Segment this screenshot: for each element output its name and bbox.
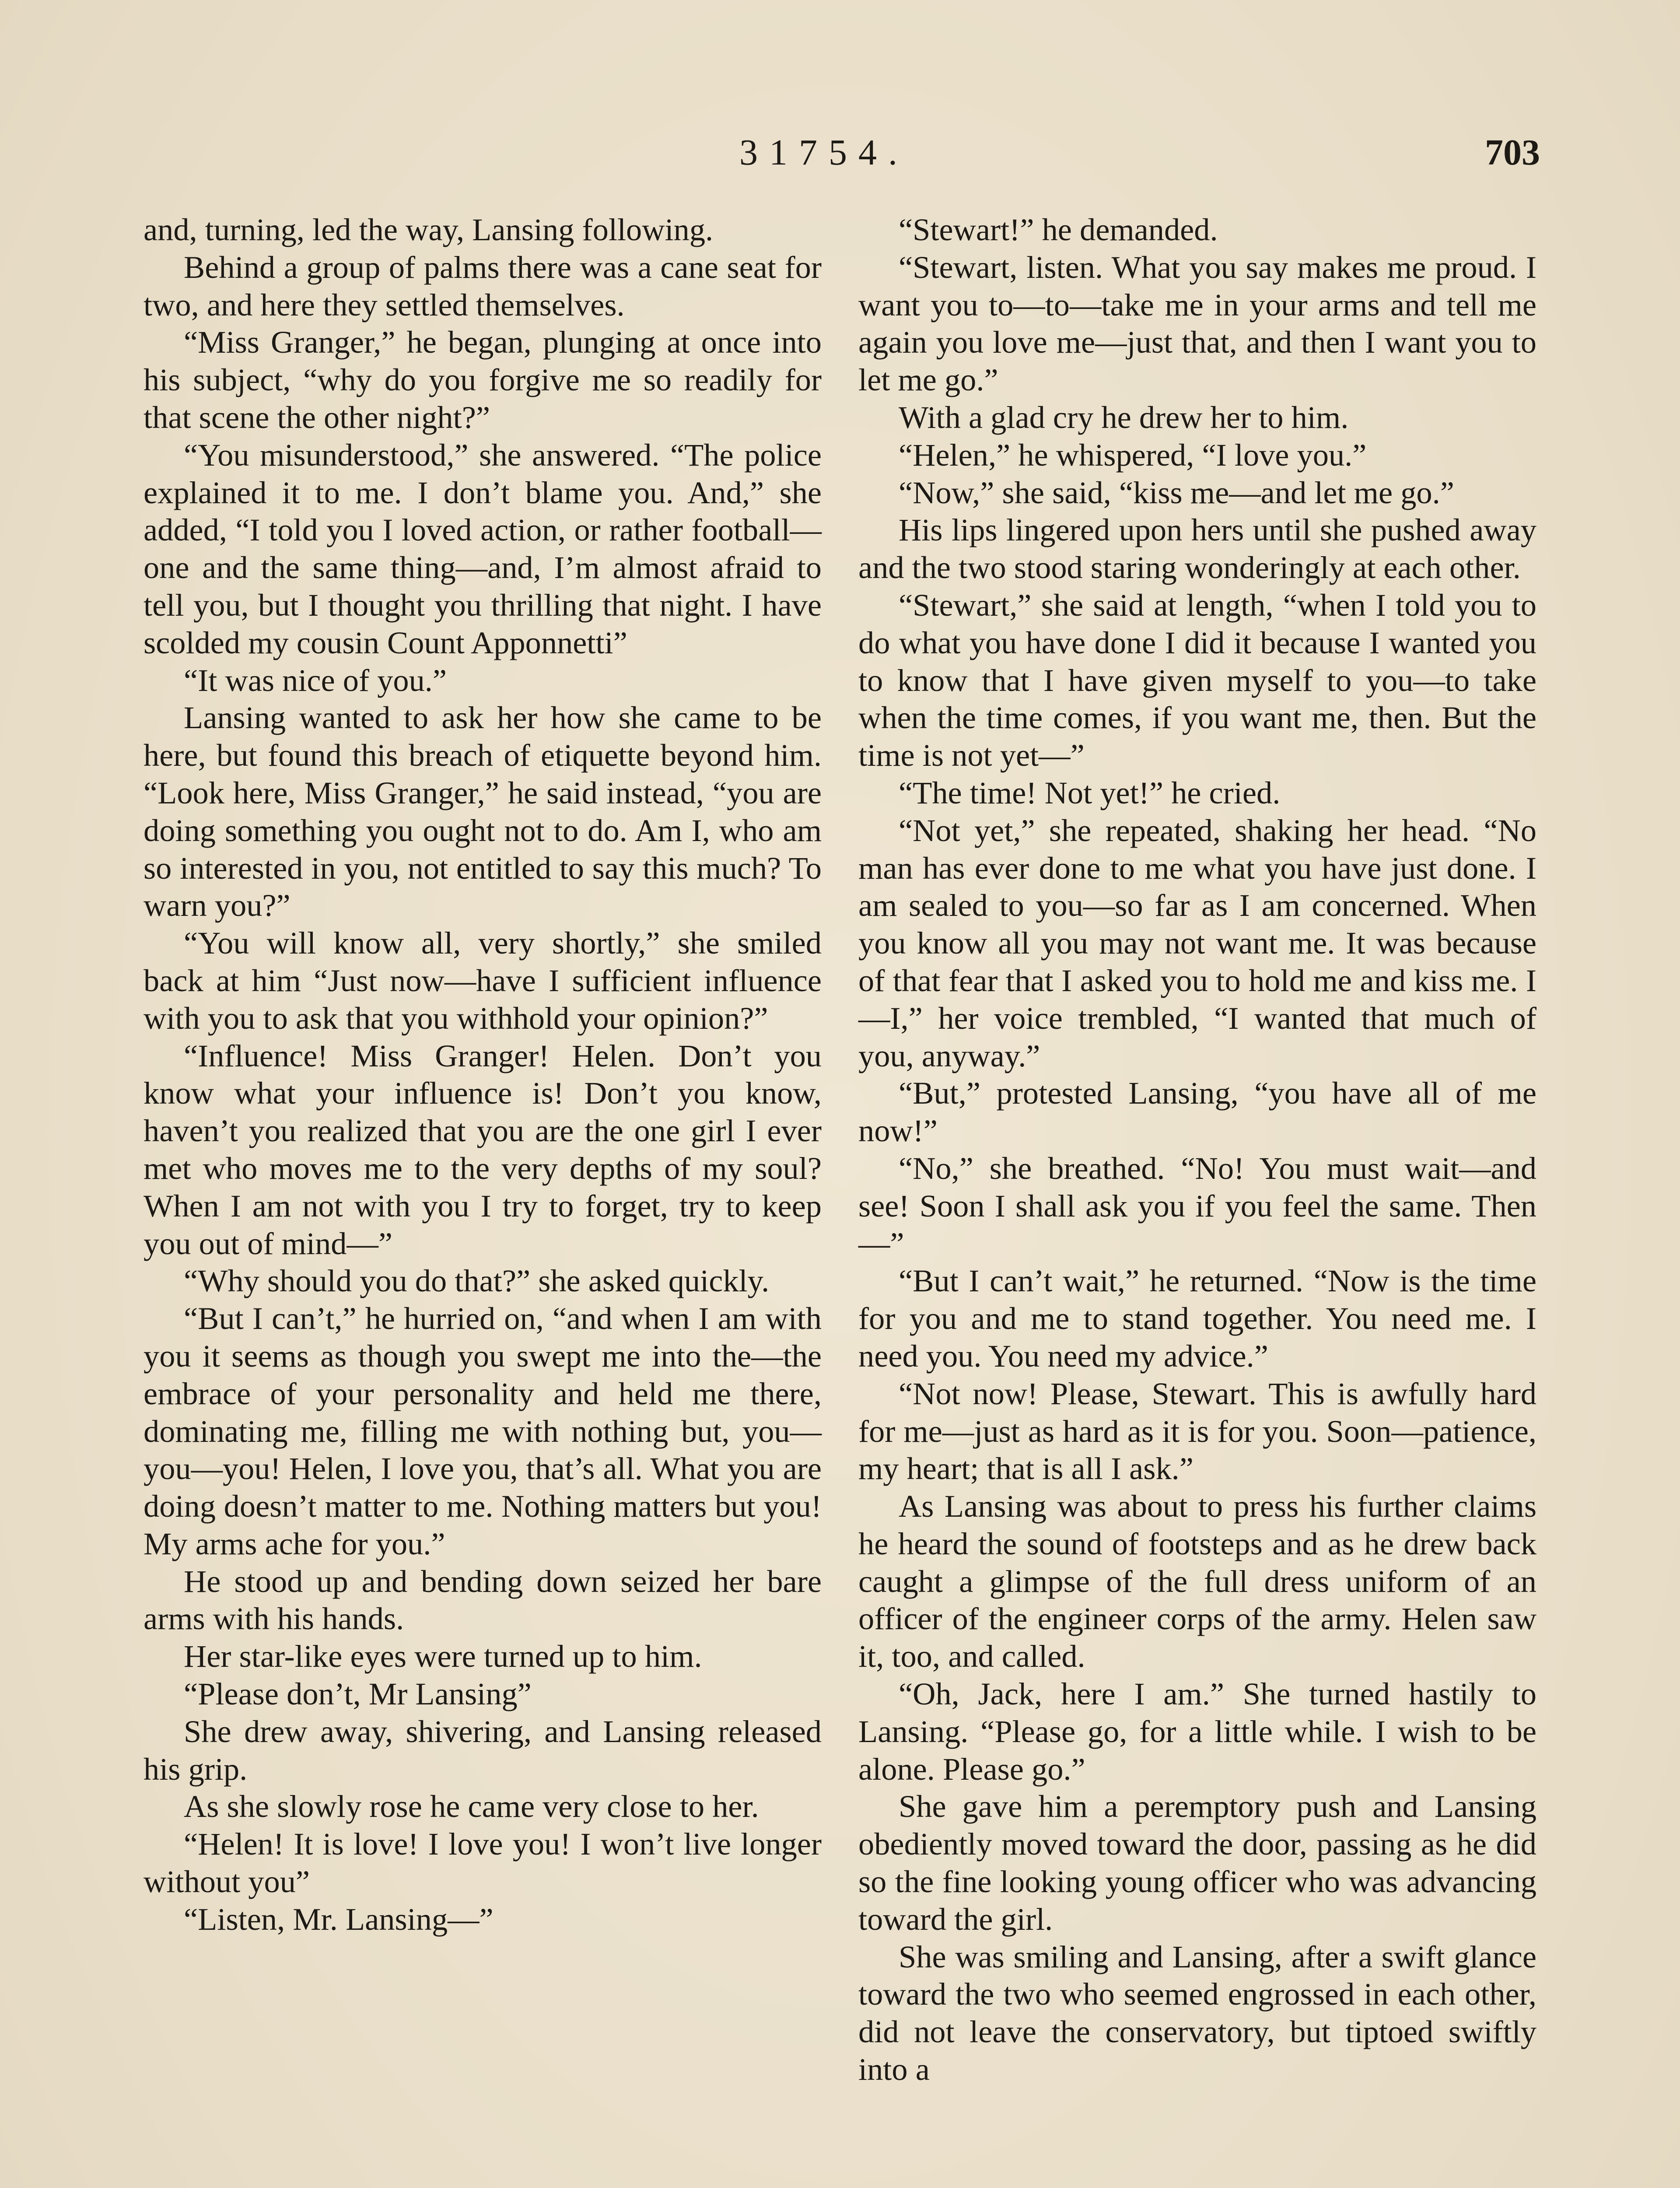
paragraph: “Please don’t, Mr Lansing”	[184, 1676, 532, 1712]
paragraph: He stood up and bending down seized her bare arms with his hands.	[144, 1563, 822, 1637]
paragraph: “Not now! Please, Stewart. This is awfully hard for me—just as hard as it is for you. Soon—patience, my heart; that is all I ask.”	[858, 1375, 1536, 1487]
paragraph: “Oh, Jack, here I am.” She turned hastily to Lansing. “Please go, for a little while. I wish to be alone. Please go.”	[858, 1676, 1536, 1787]
left-column	[144, 211, 822, 1938]
paragraph: Her star-like eyes were turned up to him.	[184, 1638, 702, 1674]
paragraph: “You will know all, very shortly,” she smiled back at him “Just now—have I sufficient influence with you to ask that you withhold your opinion?”	[144, 925, 822, 1036]
paragraph: His lips lingered upon hers until she pushed away and the two stood staring wonderingly at each other.	[858, 512, 1536, 586]
paragraph: “Influence! Miss Granger! Helen. Don’t you know what your influence is! Don’t you know, haven’t you realized that you are the one girl I ever met who moves me to the very depths of my soul? When I am not with you I try to forget, try to keep you out of mind—”	[144, 1038, 822, 1261]
paragraph: “But,” protested Lansing, “you have all of me now!”	[858, 1075, 1536, 1149]
paragraph: She was smiling and Lansing, after a swift glance toward the two who seemed engrossed in each other, did not leave the conservatory, but tiptoed swiftly into a	[858, 1939, 1536, 2087]
paragraph: “Helen,” he whispered, “I love you.”	[899, 437, 1367, 473]
paragraph: “Why should you do that?” she asked quickly.	[184, 1263, 770, 1299]
paragraph: and, turning, led the way, Lansing following.	[144, 212, 714, 247]
paragraph: “Listen, Mr. Lansing—”	[184, 1901, 494, 1937]
paragraph: “Not yet,” she repeated, shaking her head. “No man has ever done to me what you have just done. I am sealed to you—so far as I am concerned. When you know all you may not want me. It was because of that fear that I asked you to hold me and kiss me. I—I,” her voice trembled, “I wanted that much of you, anyway.”	[858, 812, 1536, 1073]
paragraph: “Stewart, listen. What you say makes me proud. I want you to—to—take me in your arms and tell me again you love me—just that, and then I want you to let me go.”	[858, 249, 1536, 398]
right-column	[858, 211, 1536, 2088]
paragraph: “The time! Not yet!” he cried.	[899, 775, 1281, 810]
paragraph: She drew away, shivering, and Lansing released his grip.	[144, 1713, 822, 1787]
paragraph: She gave him a peremptory push and Lansing obediently moved toward the door, passing as he did so the fine looking young officer who was advancing toward the girl.	[858, 1788, 1536, 1937]
paragraph: As she slowly rose he came very close to her.	[184, 1788, 759, 1824]
paragraph: “Now,” she said, “kiss me—and let me go.”	[899, 474, 1454, 510]
paragraph: “Miss Granger,” he began, plunging at once into his subject, “why do you forgive me so readily for that scene the other night?”	[144, 324, 822, 435]
paragraph: “No,” she breathed. “No! You must wait—and see! Soon I shall ask you if you feel the same. Then—”	[858, 1150, 1536, 1261]
paragraph: With a glad cry he drew her to him.	[899, 399, 1349, 435]
paragraph: As Lansing was about to press his further claims he heard the sound of footsteps and as he drew back caught a glimpse of the full dress uniform of an officer of the engineer corps of the army. Helen saw it, too, and called.	[858, 1488, 1536, 1674]
page-number: 703	[1485, 132, 1540, 173]
paragraph: “You misunderstood,” she answered. “The police explained it to me. I don’t blame you. And,” she added, “I told you I loved action, or rather football—one and the same thing—and, I’m almost afraid to tell you, but I thought you thrilling that night. I have scolded my cousin Count Apponnetti”	[144, 437, 822, 660]
paragraph: “But I can’t wait,” he returned. “Now is the time for you and me to stand together. You need me. I need you. You need my advice.”	[858, 1263, 1536, 1374]
paragraph: “But I can’t,” he hurried on, “and when I am with you it seems as though you swept me into the—the embrace of your personality and held me there, dominating me, filling me with nothing but, you—you—you! Helen, I love you, that’s all. What you are doing doesn’t matter to me. Nothing matters but you! My arms ache for you.”	[144, 1301, 822, 1561]
paragraph: Lansing wanted to ask her how she came to be here, but found this breach of etiquette beyond him. “Look here, Miss Granger,” he said instead, “you are doing something you ought not to do. Am I, who am so interested in you, not entitled to say this much? To warn you?”	[144, 700, 822, 923]
paragraph: “Helen! It is love! I love you! I won’t live longer without you”	[144, 1826, 822, 1900]
paragraph: “Stewart,” she said at length, “when I told you to do what you have done I did it because I wanted you to know that I have given myself to you—to take when the time comes, if you want me, then. But the time is not yet—”	[858, 587, 1536, 773]
page-header	[140, 131, 1540, 193]
paragraph: “It was nice of you.”	[184, 662, 447, 698]
paragraph: Behind a group of palms there was a cane seat for two, and here they settled themselves.	[144, 249, 822, 323]
page-code: 31754.	[739, 132, 909, 173]
paragraph: “Stewart!” he demanded.	[899, 212, 1218, 247]
